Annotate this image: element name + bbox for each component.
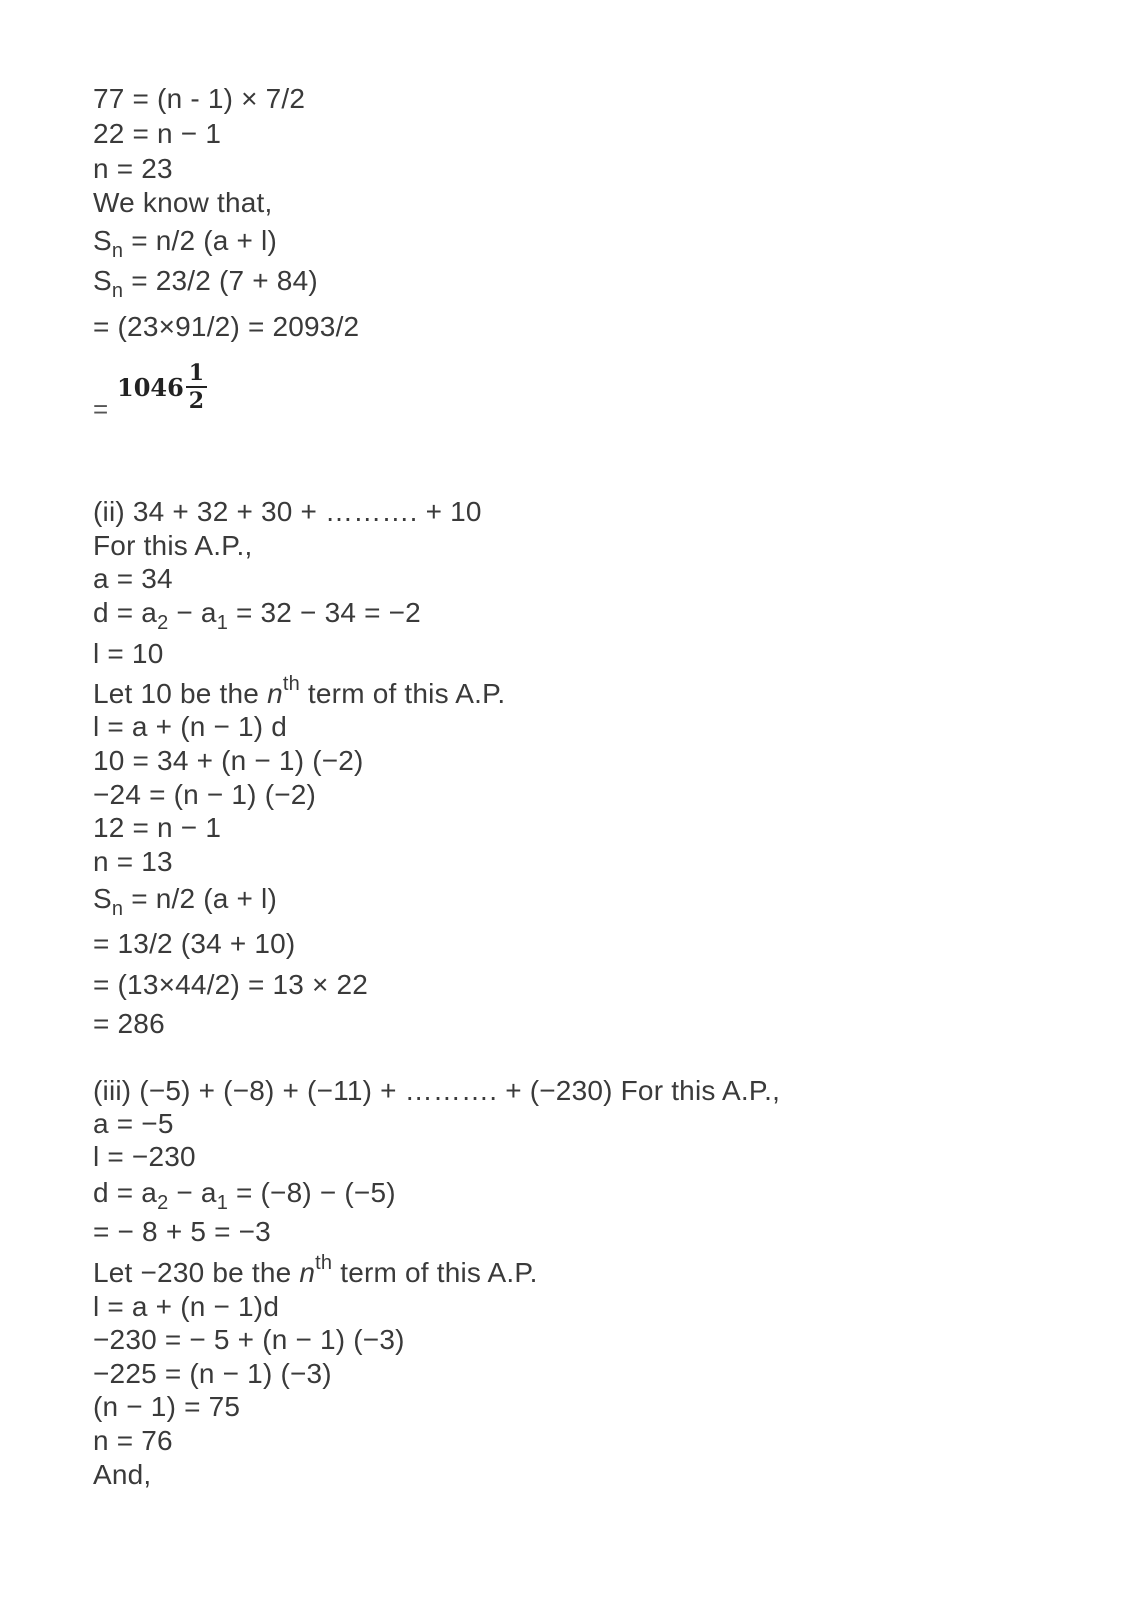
equation-line: l = −230 [93, 1141, 196, 1172]
text-line: For this A.P., [93, 530, 253, 561]
equals-sign: = [93, 394, 109, 424]
equation-line: = − 8 + 5 = −3 [93, 1216, 271, 1247]
symbol-s: S [93, 225, 112, 256]
text-line: We know that, [93, 187, 273, 218]
equation-line: l = 10 [93, 638, 164, 669]
sum-formula-line [93, 224, 277, 262]
common-difference-line [93, 596, 421, 634]
superscript-th: th [315, 1252, 333, 1274]
fraction [186, 360, 207, 414]
equation-line: = (23×91/2) = 2093/2 [93, 311, 360, 342]
equation-line: 12 = n − 1 [93, 812, 222, 843]
symbol-s: S [93, 883, 112, 914]
italic-n: n [299, 1257, 316, 1288]
formula-rest: = n/2 (a + l) [123, 883, 277, 914]
section-heading: (ii) 34 + 32 + 30 + ………. + 10 [93, 496, 482, 527]
equation-line: −225 = (n − 1) (−3) [93, 1358, 332, 1389]
mixed-fraction [117, 352, 207, 422]
symbol-s: S [93, 265, 112, 296]
subscript: 2 [157, 1192, 169, 1214]
text-part: Let 10 be the [93, 678, 268, 709]
subscript: 2 [157, 612, 169, 634]
section-heading: (iii) (−5) + (−8) + (−11) + ………. + (−230) For this A.P., [93, 1075, 781, 1106]
equation-line: n = 76 [93, 1425, 173, 1456]
subscript: 1 [216, 612, 229, 634]
equation-line: 77 = (n - 1) × 7/2 [93, 83, 306, 114]
equation-line: = 13/2 (34 + 10) [93, 928, 296, 959]
equation-line: a = −5 [93, 1108, 174, 1139]
equation-line: l = a + (n − 1)d [93, 1291, 280, 1322]
subscript-n: n [111, 898, 124, 920]
text-part: Let −230 be the [93, 1257, 300, 1288]
equation-line: (n − 1) = 75 [93, 1391, 241, 1422]
formula-part: d = a [93, 1177, 158, 1208]
fraction-denominator: 2 [188, 388, 205, 414]
formula-part: = 32 − 34 = −2 [228, 597, 421, 628]
text-line: And, [93, 1459, 152, 1490]
equation-line: = (13×44/2) = 13 × 22 [93, 969, 369, 1000]
formula-rest: = 23/2 (7 + 84) [123, 265, 318, 296]
mixed-whole: 1046 [117, 372, 184, 402]
text-line [93, 673, 506, 711]
italic-n: n [267, 678, 283, 709]
equation-line: −230 = − 5 + (n − 1) (−3) [93, 1324, 405, 1355]
equation-line: a = 34 [93, 563, 173, 594]
equation-line: 22 = n − 1 [93, 118, 222, 149]
subscript-n: n [111, 240, 124, 262]
sum-formula-line [93, 882, 277, 920]
formula-rest: = n/2 (a + l) [123, 225, 277, 256]
text-part: term of this A.P. [299, 678, 506, 709]
subscript: 1 [216, 1192, 229, 1214]
equation-line: n = 23 [93, 153, 173, 184]
equation-line: l = a + (n − 1) d [93, 711, 288, 742]
formula-part: d = a [93, 597, 158, 628]
fraction-numerator: 1 [186, 360, 207, 388]
equation-line: n = 13 [93, 846, 173, 877]
formula-part: − a [168, 1177, 217, 1208]
equation-line: = 286 [93, 1008, 165, 1039]
common-difference-line [93, 1176, 396, 1214]
superscript-th: th [282, 673, 300, 695]
formula-part: = (−8) − (−5) [228, 1177, 396, 1208]
text-part: term of this A.P. [332, 1257, 538, 1288]
equation-line: −24 = (n − 1) (−2) [93, 779, 317, 810]
equation-line: 10 = 34 + (n − 1) (−2) [93, 745, 364, 776]
sum-substitution-line [93, 264, 318, 302]
subscript-n: n [111, 280, 124, 302]
text-line [93, 1252, 538, 1290]
formula-part: − a [168, 597, 217, 628]
